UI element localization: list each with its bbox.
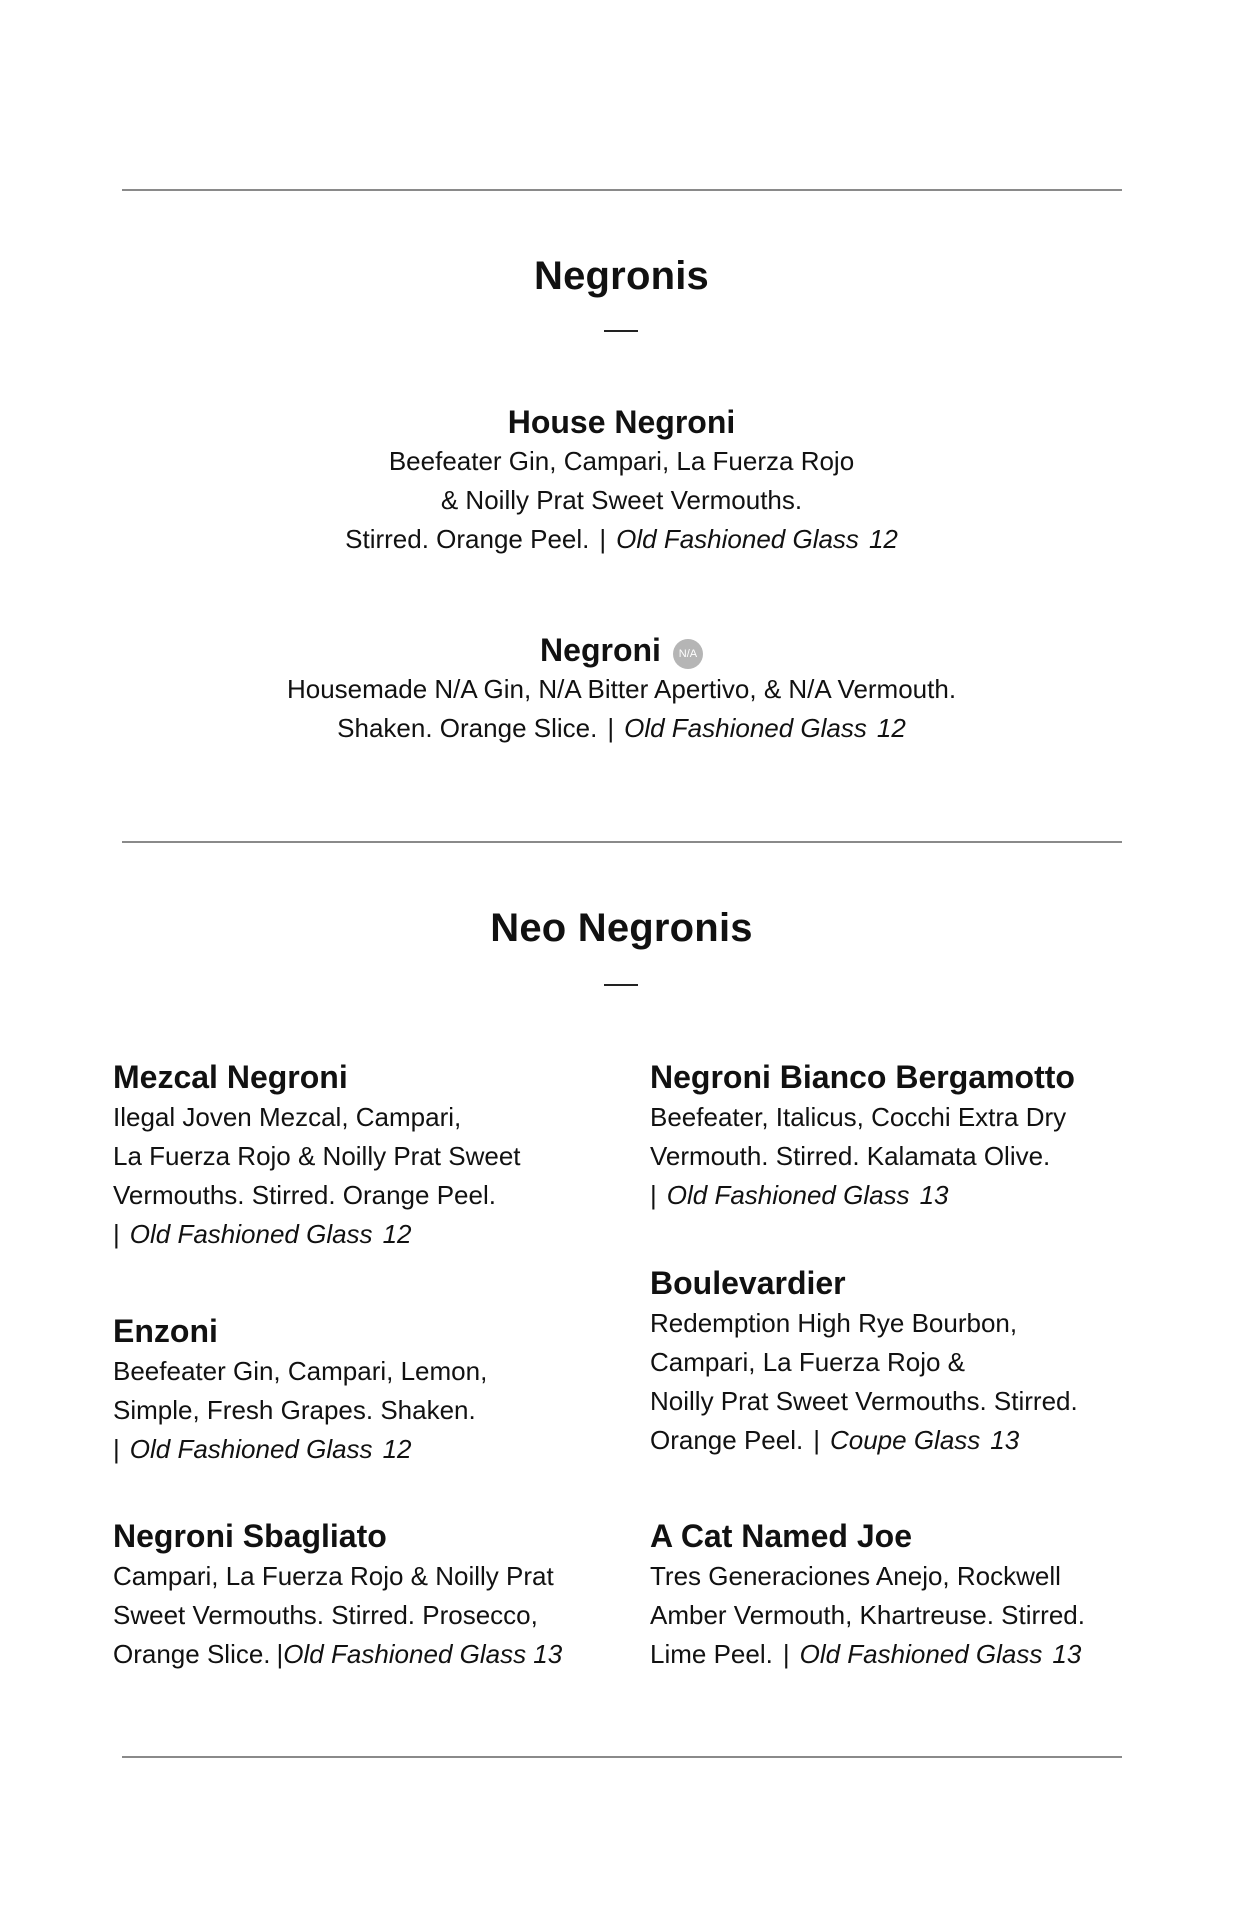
glass-type: Old Fashioned Glass [129, 1434, 373, 1464]
item-description [0, 670, 1243, 748]
description-line: Amber Vermouth, Khartreuse. Stirred. [650, 1600, 1085, 1630]
item-description [0, 442, 1243, 559]
price: 12 [382, 1219, 412, 1249]
glass-type: Old Fashioned Glass [624, 713, 867, 743]
price: 13 [1052, 1639, 1082, 1669]
description-line: Tres Generaciones Anejo, Rockwell [650, 1561, 1061, 1591]
non-alcoholic-badge-icon: N/A [673, 639, 703, 669]
middle-divider [122, 841, 1122, 843]
description-line [650, 1635, 1130, 1674]
description-line: Beefeater, Italicus, Cocchi Extra Dry [650, 1102, 1067, 1132]
separator: | [607, 713, 615, 743]
price: 12 [876, 713, 906, 743]
glass-type: Old Fashioned Glass [129, 1219, 373, 1249]
description-line [650, 1421, 1130, 1460]
item-description [650, 1098, 1130, 1215]
price: 13 [990, 1425, 1020, 1455]
price: 13 [919, 1180, 949, 1210]
separator: | [813, 1425, 820, 1455]
menu-item-house-negroni [0, 402, 1243, 559]
description-line: Campari, La Fuerza Rojo & [650, 1347, 966, 1377]
description-line: Beefeater Gin, Campari, Lemon, [113, 1356, 488, 1386]
glass-type: Old Fashioned Glass [616, 524, 859, 554]
item-description [113, 1557, 613, 1674]
menu-item-negroni-sbagliato [113, 1515, 613, 1674]
description-line [113, 1635, 613, 1674]
description-text: Stirred. Orange Peel. [345, 524, 590, 554]
description-text: Orange Slice. [113, 1639, 271, 1669]
item-name: Negroni Sbagliato [113, 1518, 387, 1554]
item-name: Boulevardier [650, 1265, 846, 1301]
description-line: Redemption High Rye Bourbon, [650, 1308, 1018, 1338]
description-line: Sweet Vermouths. Stirred. Prosecco, [113, 1600, 538, 1630]
description-line [113, 1215, 613, 1254]
description-line [650, 1176, 1130, 1215]
description-line: Vermouths. Stirred. Orange Peel. [113, 1180, 496, 1210]
item-name: Negroni [540, 632, 661, 668]
glass-type: Old Fashioned Glass [799, 1639, 1043, 1669]
item-description [113, 1098, 613, 1254]
menu-item-enzoni [113, 1310, 613, 1469]
description-line: Housemade N/A Gin, N/A Bitter Apertivo, & N/A Vermouth. [286, 674, 957, 704]
separator: | [276, 1639, 284, 1669]
item-description [113, 1352, 613, 1469]
description-text: Shaken. Orange Slice. [337, 713, 598, 743]
description-line: Ilegal Joven Mezcal, Campari, [113, 1102, 462, 1132]
item-name-row [0, 630, 1243, 670]
description-line [0, 709, 1243, 748]
description-line: Simple, Fresh Grapes. Shaken. [113, 1395, 476, 1425]
title-dash-negronis [604, 330, 638, 332]
item-name: Enzoni [113, 1313, 218, 1349]
menu-item-mezcal-negroni [113, 1056, 613, 1254]
description-line: Noilly Prat Sweet Vermouths. Stirred. [650, 1386, 1078, 1416]
description-line: & Noilly Prat Sweet Vermouths. [440, 485, 803, 515]
description-text: Lime Peel. [650, 1639, 773, 1669]
menu-item-negroni-bianco-bergamotto [650, 1056, 1130, 1215]
menu-item-boulevardier [650, 1262, 1130, 1460]
item-name: Negroni Bianco Bergamotto [650, 1059, 1075, 1095]
section-title-neo-negronis: Neo Negronis [490, 906, 753, 950]
glass-type: Coupe Glass [829, 1425, 981, 1455]
top-divider [122, 189, 1122, 191]
description-line [113, 1430, 613, 1469]
description-line: Vermouth. Stirred. Kalamata Olive. [650, 1141, 1051, 1171]
item-name: Mezcal Negroni [113, 1059, 348, 1095]
description-text: Orange Peel. [650, 1425, 804, 1455]
bottom-divider [122, 1756, 1122, 1758]
separator: | [113, 1219, 120, 1249]
description-line: Beefeater Gin, Campari, La Fuerza Rojo [388, 446, 855, 476]
glass-type: Old Fashioned Glass [666, 1180, 910, 1210]
title-dash-neo-negronis [604, 984, 638, 986]
separator: | [113, 1434, 120, 1464]
price: 12 [868, 524, 898, 554]
item-description [650, 1557, 1130, 1674]
description-line: Campari, La Fuerza Rojo & Noilly Prat [113, 1561, 554, 1591]
separator: | [599, 524, 607, 554]
item-name: House Negroni [507, 404, 736, 440]
item-description [650, 1304, 1130, 1460]
menu-item-na-negroni [0, 630, 1243, 748]
description-line: La Fuerza Rojo & Noilly Prat Sweet [113, 1141, 521, 1171]
item-name: A Cat Named Joe [650, 1518, 912, 1554]
description-line [0, 520, 1243, 559]
glass-type-price: Old Fashioned Glass 13 [283, 1639, 563, 1669]
separator: | [650, 1180, 657, 1210]
separator: | [782, 1639, 790, 1669]
section-title-negronis: Negronis [534, 254, 709, 298]
menu-item-a-cat-named-joe [650, 1515, 1130, 1674]
price: 12 [382, 1434, 412, 1464]
